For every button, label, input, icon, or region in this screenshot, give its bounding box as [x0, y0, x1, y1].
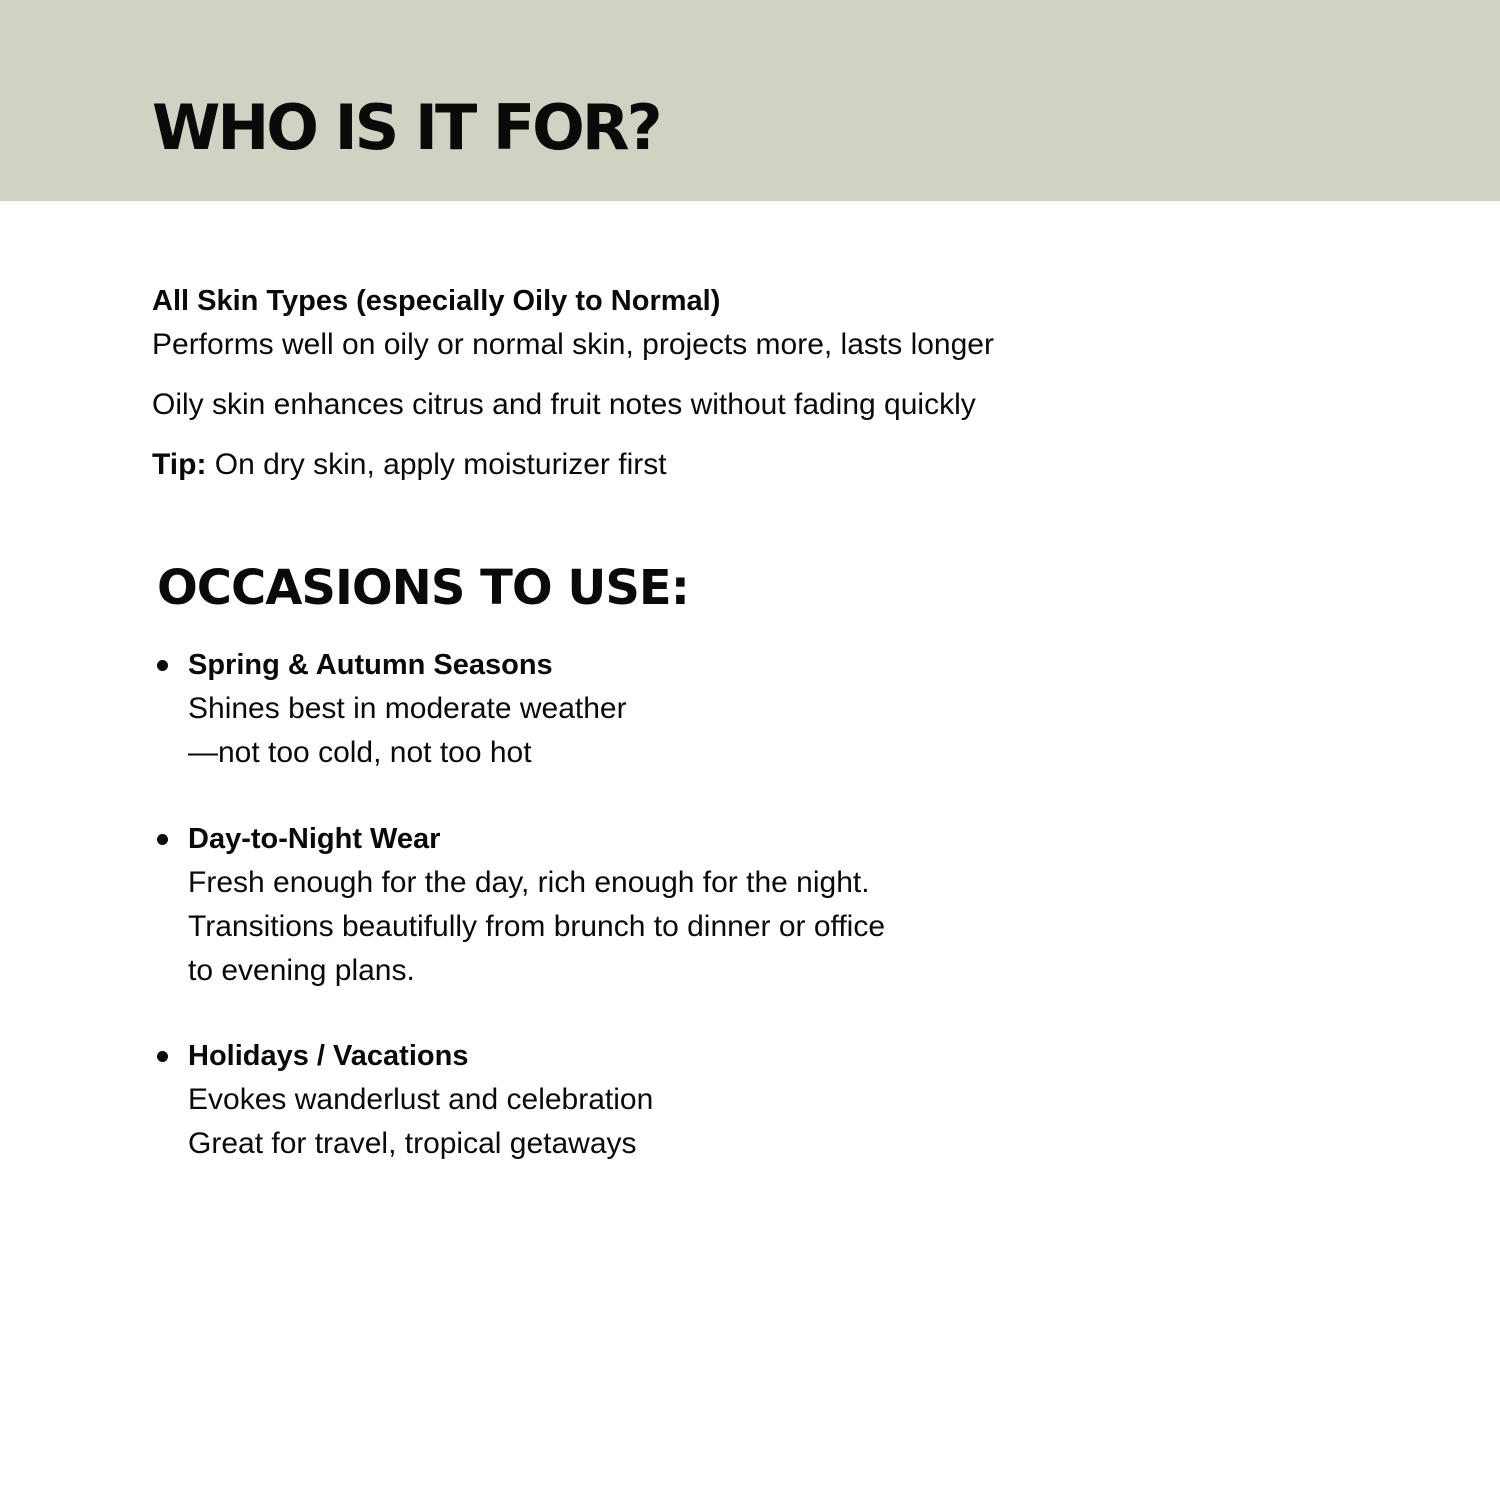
bullet-icon — [157, 834, 168, 845]
occasion-heading: Holidays / Vacations — [188, 1040, 469, 1072]
skin-types-heading: All Skin Types (especially Oily to Normal) — [152, 285, 721, 317]
occasion-heading: Day-to-Night Wear — [188, 823, 441, 855]
occasion-line: —not too cold, not too hot — [188, 736, 532, 769]
occasions-title: OCCASIONS TO USE: — [157, 560, 689, 616]
skin-types-line: Oily skin enhances citrus and fruit notes without fading quickly — [152, 388, 976, 421]
occasion-item — [152, 1034, 1152, 1166]
page-title: WHO IS IT FOR? — [152, 91, 660, 164]
occasion-item — [152, 643, 1152, 775]
occasion-heading: Spring & Autumn Seasons — [188, 649, 553, 681]
occasion-line: to evening plans. — [188, 954, 415, 987]
tip-label: Tip: — [152, 448, 207, 481]
bullet-icon — [157, 1051, 168, 1062]
tip-line — [152, 443, 1252, 487]
skin-types-section — [152, 279, 1252, 487]
occasion-line: Great for travel, tropical getaways — [188, 1127, 637, 1160]
skin-types-line: Performs well on oily or normal skin, projects more, lasts longer — [152, 328, 994, 361]
occasion-line: Shines best in moderate weather — [188, 692, 627, 725]
occasion-line: Transitions beautifully from brunch to dinner or office — [188, 910, 886, 943]
occasion-item — [152, 817, 1152, 993]
occasion-line: Fresh enough for the day, rich enough for the night. — [188, 866, 870, 899]
occasion-line: Evokes wanderlust and celebration — [188, 1083, 654, 1116]
header-band — [0, 0, 1500, 201]
tip-text: On dry skin, apply moisturizer first — [206, 448, 667, 481]
bullet-icon — [157, 660, 168, 671]
